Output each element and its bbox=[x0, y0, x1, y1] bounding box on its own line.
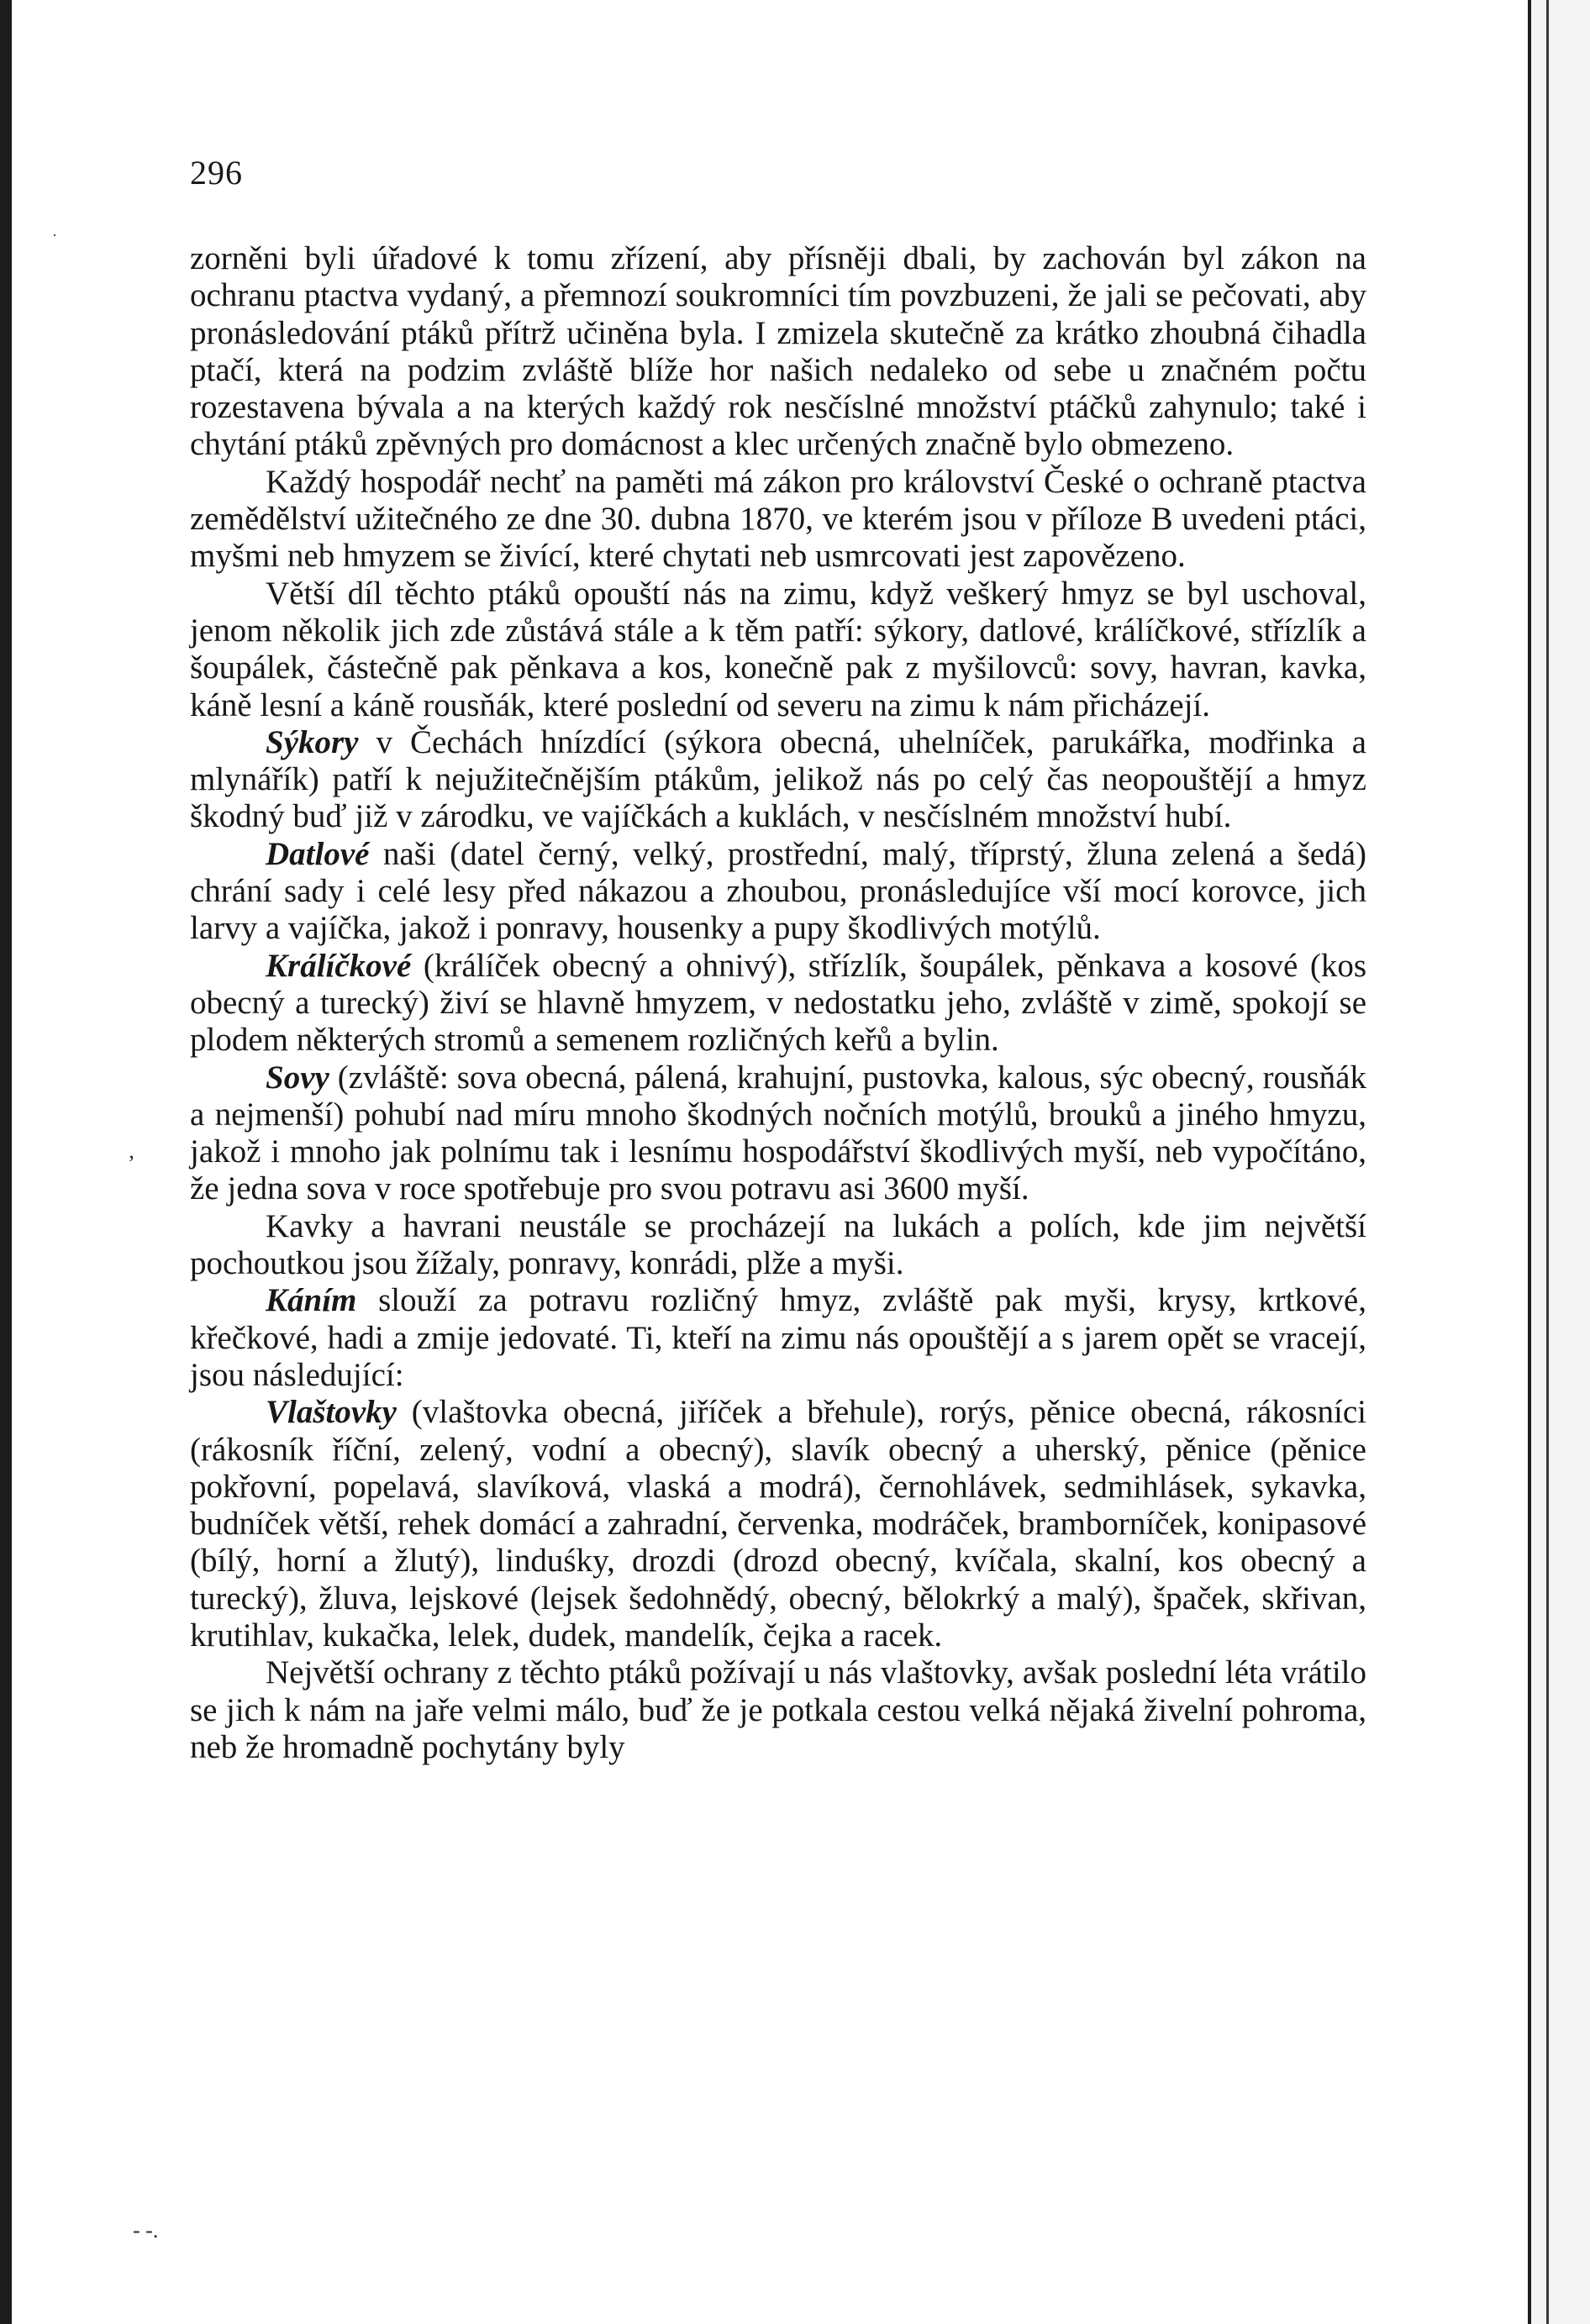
page-number: 296 bbox=[190, 154, 243, 192]
scan-left-edge bbox=[0, 0, 12, 2324]
paragraph bbox=[190, 240, 1366, 464]
paragraph bbox=[190, 464, 1366, 576]
paragraph bbox=[190, 576, 1366, 724]
paragraph-text: slouží za potravu rozličný hmyz, zvláště pak myši, krysy, krtkové, křečkové, hadi a zmije jedovaté. Ti, kteří na zimu nás opouštějí a s jarem opět se vracejí, jsou následující: bbox=[190, 1282, 1366, 1393]
paragraph bbox=[190, 724, 1366, 836]
scan-speck: ‐ ‐. bbox=[133, 2218, 159, 2243]
paragraph bbox=[190, 1059, 1366, 1208]
paragraph bbox=[190, 1394, 1366, 1654]
paragraph-text: zorněni byli úřadové k tomu zřízení, aby přísněji dbali, by zachován byl zákon na ochranu ptactva vydaný, a přemnozí soukromníci tím povzbuzeni, že jali se pečovati, aby pronásledování ptáků přítrž učiněna byla. I zmizela skutečně za krátko zhoubná čihadla ptačí, která na podzim zvláště blíže hor našich nedaleko od sebe u značném počtu rozestavena bývala a na kterých každý rok nesčíslné množství ptáčků zahynulo; také i chytání ptáků zpěvných pro domácnost a klec určených značně bylo obmezeno. bbox=[190, 240, 1366, 463]
paragraph-text: Kavky a havrani neustále se procházejí na lukách a polích, kde jim největší pochoutkou jsou žížaly, ponravy, konrádi, plže a myši. bbox=[190, 1207, 1366, 1282]
paragraph bbox=[190, 1208, 1366, 1283]
paragraph-text: Každý hospodář nechť na paměti má zákon pro království České o ochraně ptactva zemědělství užitečného ze dne 30. dubna 1870, ve kterém jsou v příloze B uvedeni ptáci, myšmi neb hmyzem se živící, které chytati neb usmrcovati jest zapovězeno. bbox=[190, 463, 1366, 575]
paragraph-text: v Čechách hnízdící (sýkora obecná, uhelníček, parukářka, modřinka a mlynářík) patří k nejužitečnějším ptákům, jelikož nás po celý čas neopouštějí a hmyz škodný buď již v zárodku, ve vajíčkách a kuklách, v nesčíslném množství hubí. bbox=[190, 723, 1366, 835]
paragraph-text: naši (datel černý, velký, prostřední, malý, tříprstý, žluna zelená a šedá) chrání sady i celé lesy před nákazou a zhoubou, pronásledujíce vší mocí korovce, jich larvy a vajíčka, jakož i ponravy, housenky a pupy škodlivých motýlů. bbox=[190, 835, 1366, 947]
paragraph-lead: Vlaštovky bbox=[266, 1394, 397, 1431]
paragraph bbox=[190, 948, 1366, 1059]
paragraph-text: Největší ochrany z těchto ptáků požívají u nás vlaštovky, avšak poslední léta vrátilo se jich k nám na jaře velmi málo, buď že je potkala cestou velká nějaká živelní pohroma, neb že hromadně pochytány byly bbox=[190, 1654, 1366, 1765]
scan-speck: · bbox=[52, 227, 57, 244]
paragraph-text: (zvláště: sova obecná, pálená, krahujní, pustovka, kalous, sýc obecný, rousňák a nejmenší) pohubí nad míru mnoho škodných nočních motýlů, brouků a jiného hmyzu, jakož i mnoho jak polnímu tak i lesnímu hospodářství škodlivých myší, neb vypočítáno, že jedna sova v roce spotřebuje pro svou potravu asi 3600 myší. bbox=[190, 1059, 1366, 1207]
paragraph-lead: Datlové bbox=[266, 835, 370, 872]
scan-gutter-line bbox=[1546, 0, 1549, 2324]
paragraph-text: (vlaštovka obecná, jiříček a břehule), rorýs, pěnice obecná, rákosníci (rákosník říční, zelený, vodní a obecný), slavík obecný a uherský, pěnice (pěnice pokřovní, popelavá, slavíková, vlaská a modrá), černohlávek, sedmihlásek, sykavka, budníček větší, rehek domácí a zahradní, červenka, modráček, bramborníček, konipasové (bílý, horní a žlutý), linduśky, drozdi (drozd obecný, kvíčala, skalní, kos obecný a turecký), žluva, lejskové (lejsek šedohnědý, obecný, bělokrký a malý), špaček, skřivan, krutihlav, kukačka, lelek, dudek, mandelík, čejka a racek. bbox=[190, 1394, 1366, 1654]
paragraph-lead: Sovy bbox=[266, 1059, 329, 1096]
paragraph-text: (králíček obecný a ohnivý), střízlík, šoupálek, pěnkava a kosové (kos obecný a turecký) živí se hlavně hmyzem, v nedostatku jeho, zvláště v zimě, spokojí se plodem některých stromů a semenem rozličných keřů a bylin. bbox=[190, 947, 1366, 1059]
scan-speck: ʼ bbox=[128, 1151, 135, 1175]
paragraph-lead: Káním bbox=[266, 1282, 357, 1319]
paragraph bbox=[190, 1282, 1366, 1394]
paragraph bbox=[190, 1654, 1366, 1766]
paragraph bbox=[190, 836, 1366, 948]
body-text bbox=[190, 240, 1366, 1766]
paragraph-lead: Králíčkové bbox=[266, 947, 412, 984]
paragraph-lead: Sýkory bbox=[266, 723, 359, 760]
scan-right-edge bbox=[1528, 0, 1590, 2324]
paragraph-text: Větší díl těchto ptáků opouští nás na zimu, když veškerý hmyz se byl uschoval, jenom několik jich zde zůstává stále a k těm patří: sýkory, datlové, králíčkové, střízlík a šoupálek, částečně pak pěnkava a kos, konečně pak z myšilovců: sovy, havran, kavka, káně lesní a káně rousňák, které poslední od severu na zimu k nám přicházejí. bbox=[190, 575, 1366, 723]
